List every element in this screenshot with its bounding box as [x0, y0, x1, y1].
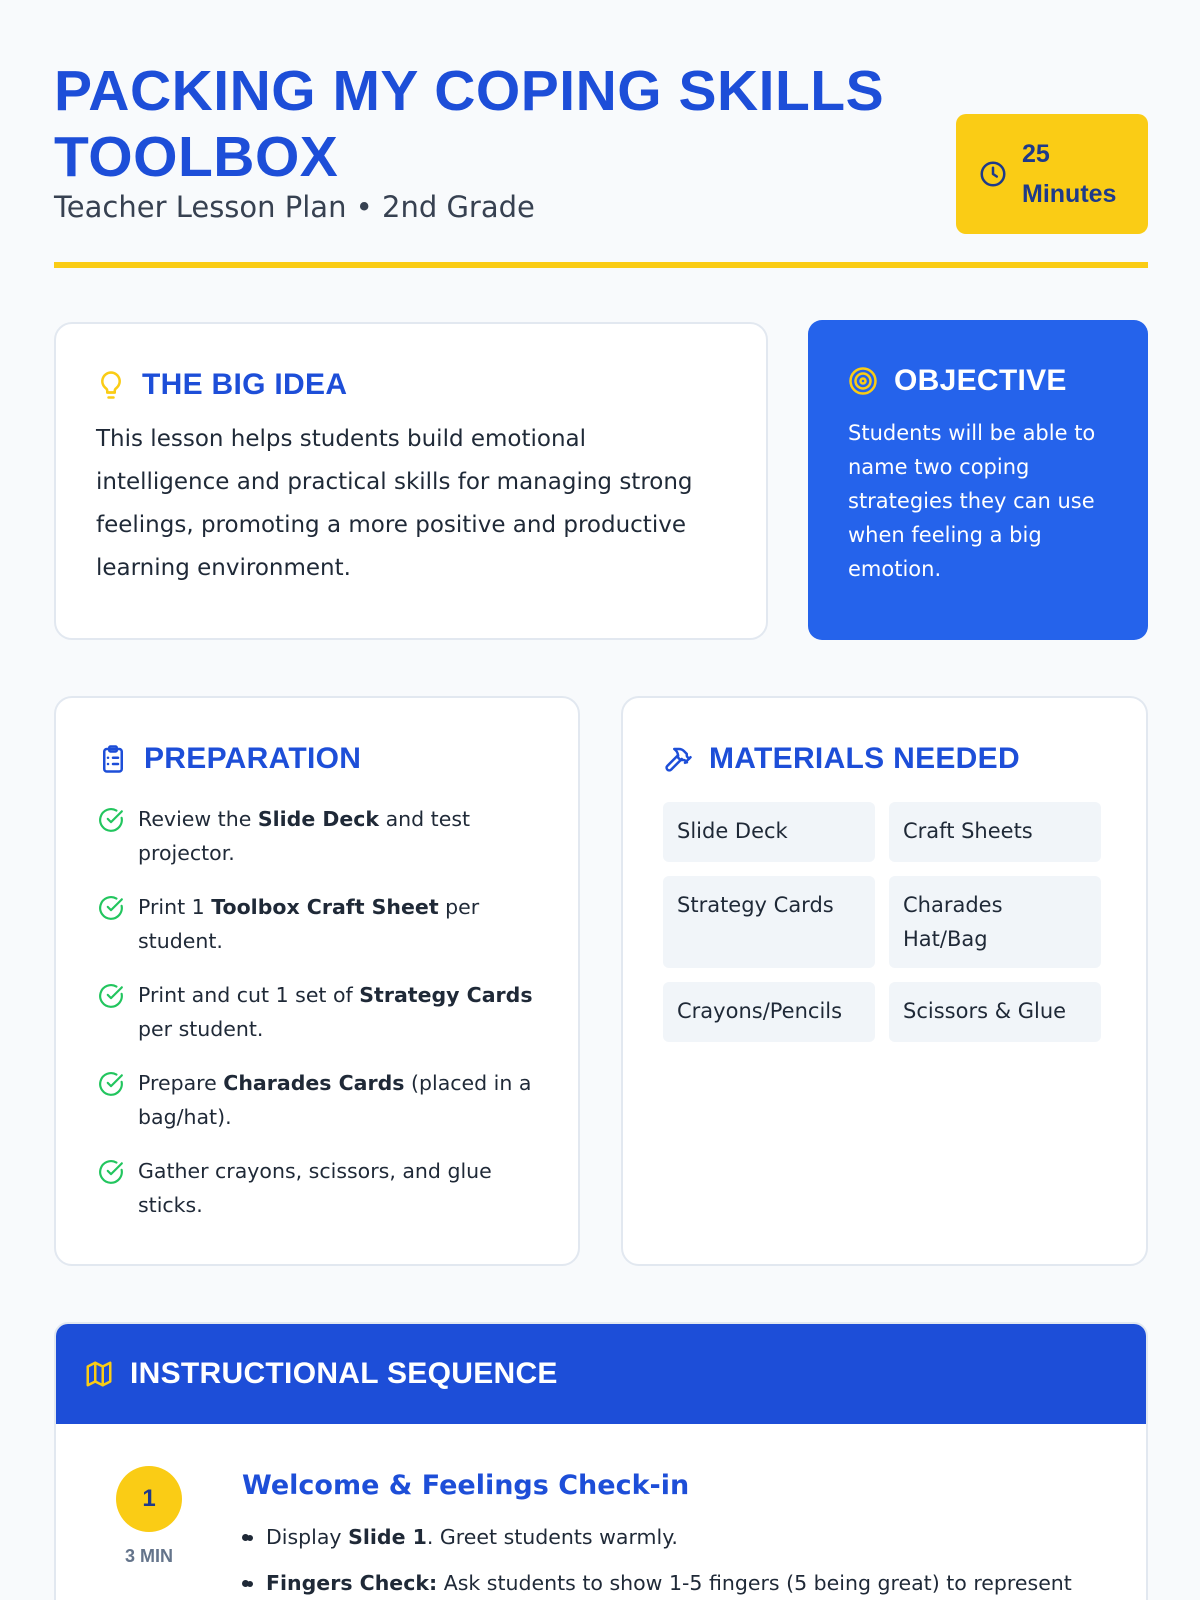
materials-heading: [663, 742, 1106, 776]
preparation-item: [98, 1154, 538, 1222]
target-icon: [848, 366, 878, 396]
material-item: Strategy Cards: [663, 876, 875, 968]
step-bullet-list: [266, 1520, 1126, 1600]
step-bullet: • Display Slide 1. Greet students warmly.: [266, 1520, 1126, 1554]
objective-text: Students will be able to name two coping strategies they can use when feeling a big emotion.: [848, 421, 1096, 581]
sequence-step: [56, 1424, 1146, 1600]
preparation-item: [98, 802, 538, 870]
map-icon: [84, 1359, 114, 1389]
preparation-heading-text: PREPARATION: [144, 742, 362, 775]
objective-card: [808, 320, 1148, 640]
page-subtitle: Teacher Lesson Plan • 2nd Grade: [54, 190, 535, 224]
material-item: Charades Hat/Bag: [889, 876, 1101, 968]
page-title: PACKING MY COPING SKILLS TOOLBOX: [54, 59, 885, 189]
hammer-icon: [663, 744, 693, 774]
preparation-item-text: Gather crayons, scissors, and glue sticks.: [138, 1159, 492, 1217]
big-idea-heading-text: THE BIG IDEA: [142, 368, 348, 401]
sequence-heading: [84, 1357, 558, 1391]
lesson-plan-page: [54, 0, 1148, 1595]
material-item: Crayons/Pencils: [663, 982, 875, 1042]
step-bullet: • Fingers Check: Ask students to show 1-5 fingers (5 being great) to represent: [266, 1566, 1126, 1600]
preparation-item-text: Print and cut 1 set of Strategy Cards per student.: [138, 983, 533, 1041]
preparation-item: [98, 890, 538, 958]
preparation-item: [98, 978, 538, 1046]
material-item: Craft Sheets: [889, 802, 1101, 862]
material-item: Slide Deck: [663, 802, 875, 862]
preparation-item-text: Print 1 Toolbox Craft Sheet per student.: [138, 895, 480, 953]
materials-heading-text: MATERIALS NEEDED: [709, 742, 1020, 775]
check-circle-icon: [98, 807, 124, 833]
materials-grid: [663, 802, 1106, 1042]
preparation-item-text: Prepare Charades Cards (placed in a bag/hat).: [138, 1071, 532, 1129]
objective-heading: [848, 364, 1108, 398]
preparation-item-text: Review the Slide Deck and test projector.: [138, 807, 471, 865]
check-circle-icon: [98, 983, 124, 1009]
duration-badge: [956, 114, 1148, 234]
step-title: Welcome & Feelings Check-in: [242, 1470, 690, 1501]
big-idea-heading: [96, 368, 726, 402]
materials-card: [621, 696, 1148, 1266]
preparation-heading: [98, 742, 538, 776]
clock-icon: [978, 159, 1008, 189]
big-idea-text: This lesson helps students build emotional intelligence and practical skills for managing strong feelings, promoting a more positive and productive learning environment.: [96, 426, 693, 581]
preparation-item: [98, 1066, 538, 1134]
check-circle-icon: [98, 1159, 124, 1185]
preparation-list: [98, 802, 538, 1222]
big-idea-card: [54, 322, 768, 640]
material-item: Scissors & Glue: [889, 982, 1101, 1042]
step-duration: 3 MIN: [124, 1546, 173, 1566]
check-circle-icon: [98, 895, 124, 921]
duration-label: 25 Minutes: [1022, 140, 1117, 208]
instructional-sequence-card: [54, 1322, 1148, 1600]
sequence-heading-text: INSTRUCTIONAL SEQUENCE: [130, 1357, 558, 1390]
clipboard-icon: [98, 744, 128, 774]
sequence-header: [56, 1324, 1146, 1424]
step-number: 1: [116, 1466, 182, 1532]
objective-heading-text: OBJECTIVE: [894, 364, 1067, 397]
check-circle-icon: [98, 1071, 124, 1097]
preparation-card: [54, 696, 580, 1266]
page-header: [54, 0, 1148, 268]
lightbulb-icon: [96, 370, 126, 400]
